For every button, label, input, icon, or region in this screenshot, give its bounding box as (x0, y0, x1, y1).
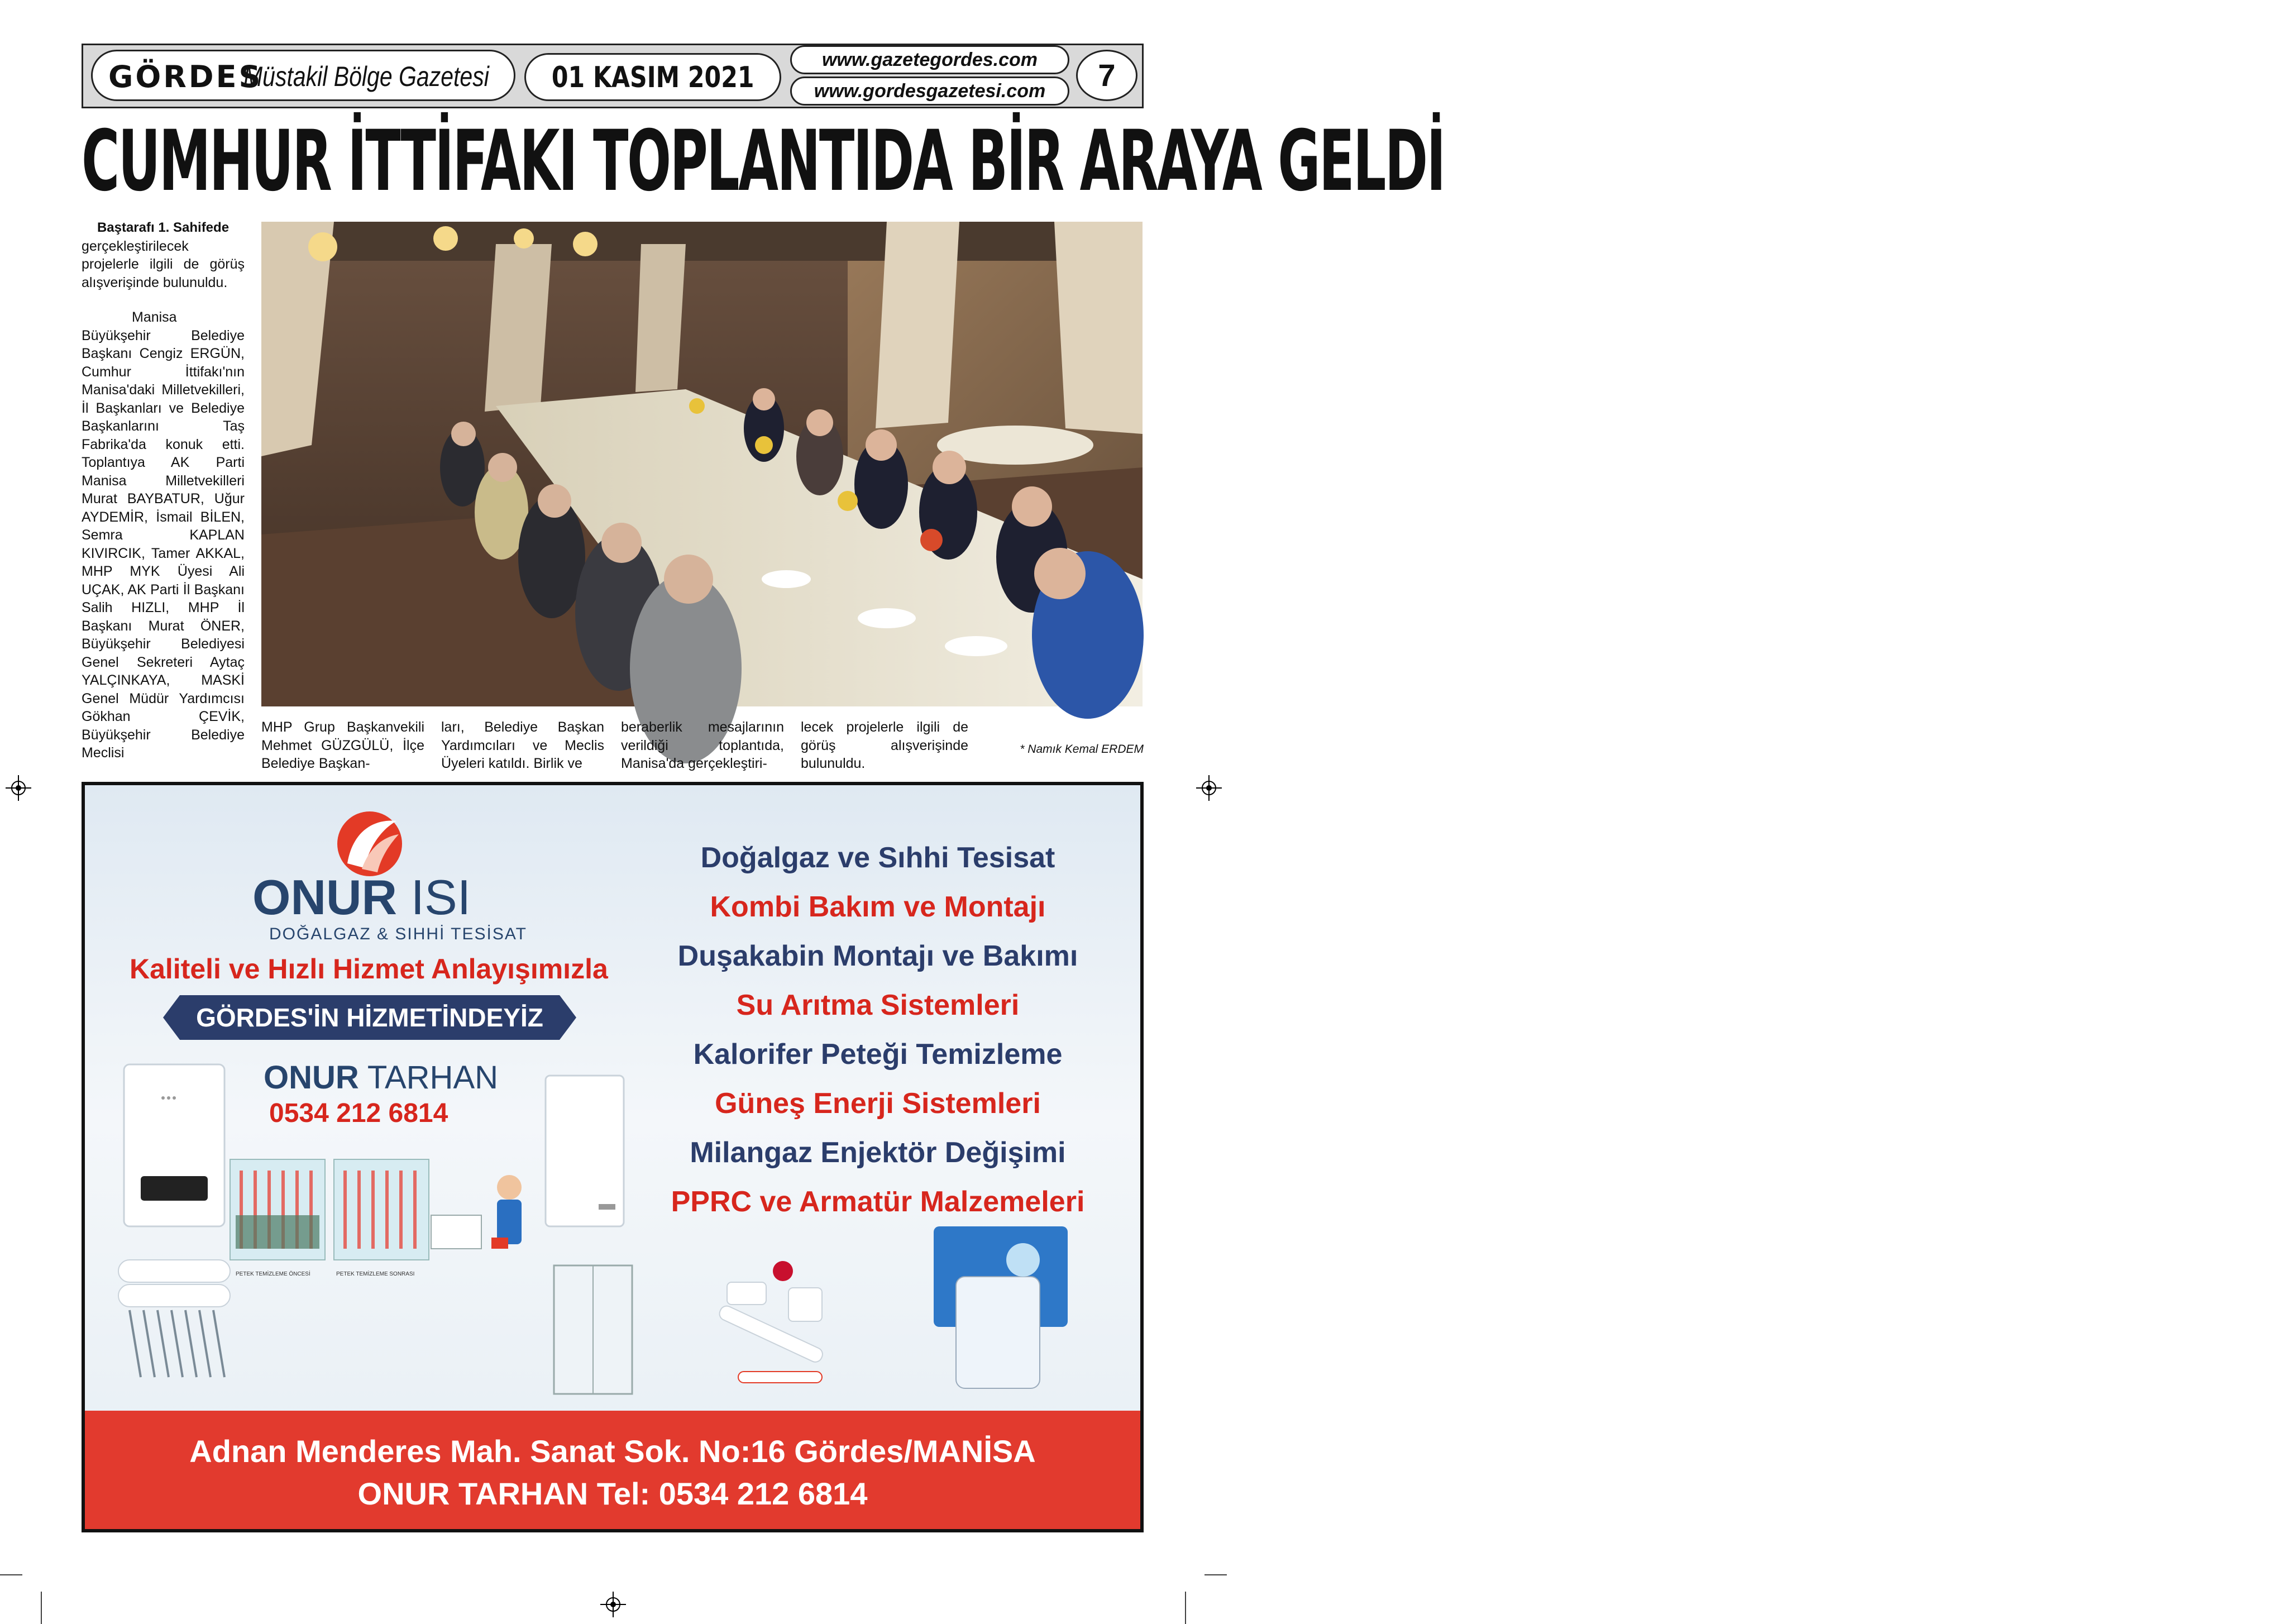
ad-owner-name: ONUR TARHAN (264, 1059, 499, 1096)
pprc-fittings-icon (705, 1249, 861, 1405)
article-column-3: ları, Belediye Başkan Yardımcıları ve Meclis Üyeleri katıldı. Birlik ve (441, 719, 604, 771)
shower-cabin-icon (543, 1265, 643, 1399)
wall-boiler-icon (543, 1076, 627, 1226)
ad-brand-tagline: DOĞALGAZ & SIHHİ TESİSAT (269, 925, 527, 943)
combi-boiler-icon (118, 1064, 230, 1226)
radiator-before-label: PETEK TEMİZLEME ÖNCESİ (236, 1271, 310, 1277)
byline: * Namık Kemal ERDEM (1020, 743, 1144, 756)
registration-mark-left (6, 775, 31, 801)
service-item: Milangaz Enjektör Değişimi (690, 1136, 1066, 1169)
article-column-4: beraberlik mesajlarının verildiği toplantıda, Manisa'da gerçekleştiri- (621, 719, 784, 771)
service-item: Duşakabin Montajı ve Bakımı (677, 940, 1078, 972)
registration-mark-right (1196, 775, 1222, 801)
brand-name: GÖRDES (108, 59, 263, 94)
masthead (91, 50, 515, 101)
meeting-photo-illustration (261, 222, 1143, 706)
headline-text: CUMHUR İTTİFAKI TOPLANTIDA BİR ARAYA GELDİ (82, 113, 1445, 210)
ad-contact[interactable]: ONUR TARHAN Tel: 0534 212 6814 (357, 1476, 868, 1511)
advertisement (82, 782, 1144, 1532)
ad-slogan: Kaliteli ve Hızlı Hizmet Anlayışımızla (130, 953, 608, 985)
article-body-left: Manisa Büyükşehir Belediye Başkanı Cengiz ERGÜN, Cumhur İttifakı'nın Manisa'daki Milletvekilleri, İl Başkanları ve Belediye Başkanlarını Taş Fabrika'da konuk etti. Toplantıya AK Parti Manisa Milletvekilleri Murat BAYBATUR, Uğur AYDEMİR, İsmail BİLEN, Semra KAPLAN KIVIRCIK, Tamer AKKAL, MHP MYK Üyesi Ali UÇAK, AK Parti İl Başkanı Salih HIZLI, MHP İl Başkanı Murat ÖNER, Büyükşehir Belediyesi Genel Sekreteri Aytaç YALÇINKAYA, MASKİ Genel Müdür Yardımcısı Gökhan ÇEVİK, Büyükşehir Belediye Meclisi (82, 309, 245, 761)
ad-banner-text: GÖRDES'İN HİZMETİNDEYİZ (196, 1003, 543, 1032)
website-1-text[interactable]: www.gazetegordes.com (821, 49, 1038, 70)
brand-subtitle: Müstakil Bölge Gazetesi (243, 61, 489, 92)
article-intro: gerçekleştirilecek projelerle ilgili de görüş alışverişinde bulunuldu. (82, 238, 245, 290)
website-2[interactable] (790, 77, 1069, 106)
article-column-5: lecek projelerle ilgili de görüş alışverişinde bulunuldu. (801, 719, 968, 771)
newspaper-header (82, 44, 1144, 108)
solar-water-heater-icon (118, 1260, 236, 1383)
meeting-photo (261, 222, 1143, 706)
service-item: PPRC ve Armatür Malzemeleri (671, 1186, 1085, 1218)
article-column-2: MHP Grup Başkanvekili Mehmet GÜZGÜLÜ, İlçe Belediye Başkan- (261, 719, 424, 771)
continued-from: Baştarafı 1. Sahifede (97, 220, 230, 235)
water-purifier-icon (934, 1226, 1068, 1394)
service-item: Doğalgaz ve Sıhhi Tesisat (700, 842, 1055, 874)
service-item: Kalorifer Peteği Temizleme (693, 1038, 1063, 1071)
service-item: Su Arıtma Sistemleri (736, 989, 1020, 1021)
plumber-icon (426, 1165, 537, 1265)
issue-date (524, 53, 781, 101)
article-left-column (82, 219, 245, 762)
ad-owner-phone[interactable]: 0534 212 6814 (269, 1098, 448, 1128)
ad-brand-name: ONUR ISI (252, 870, 471, 925)
radiator-cleaning-icon (230, 1159, 431, 1282)
headline (82, 113, 1445, 210)
issue-date-text: 01 KASIM 2021 (551, 61, 754, 94)
service-item: Kombi Bakım ve Montajı (710, 891, 1046, 923)
service-item: Güneş Enerji Sistemleri (715, 1087, 1041, 1120)
website-1[interactable] (790, 45, 1069, 74)
crop-marks (0, 1564, 1227, 1624)
website-2-text[interactable]: www.gordesgazetesi.com (814, 80, 1046, 102)
ad-address: Adnan Menderes Mah. Sanat Sok. No:16 Gördes/MANİSA (189, 1434, 1036, 1469)
page-number: 7 (1076, 50, 1137, 101)
radiator-after-label: PETEK TEMİZLEME SONRASI (336, 1271, 415, 1277)
